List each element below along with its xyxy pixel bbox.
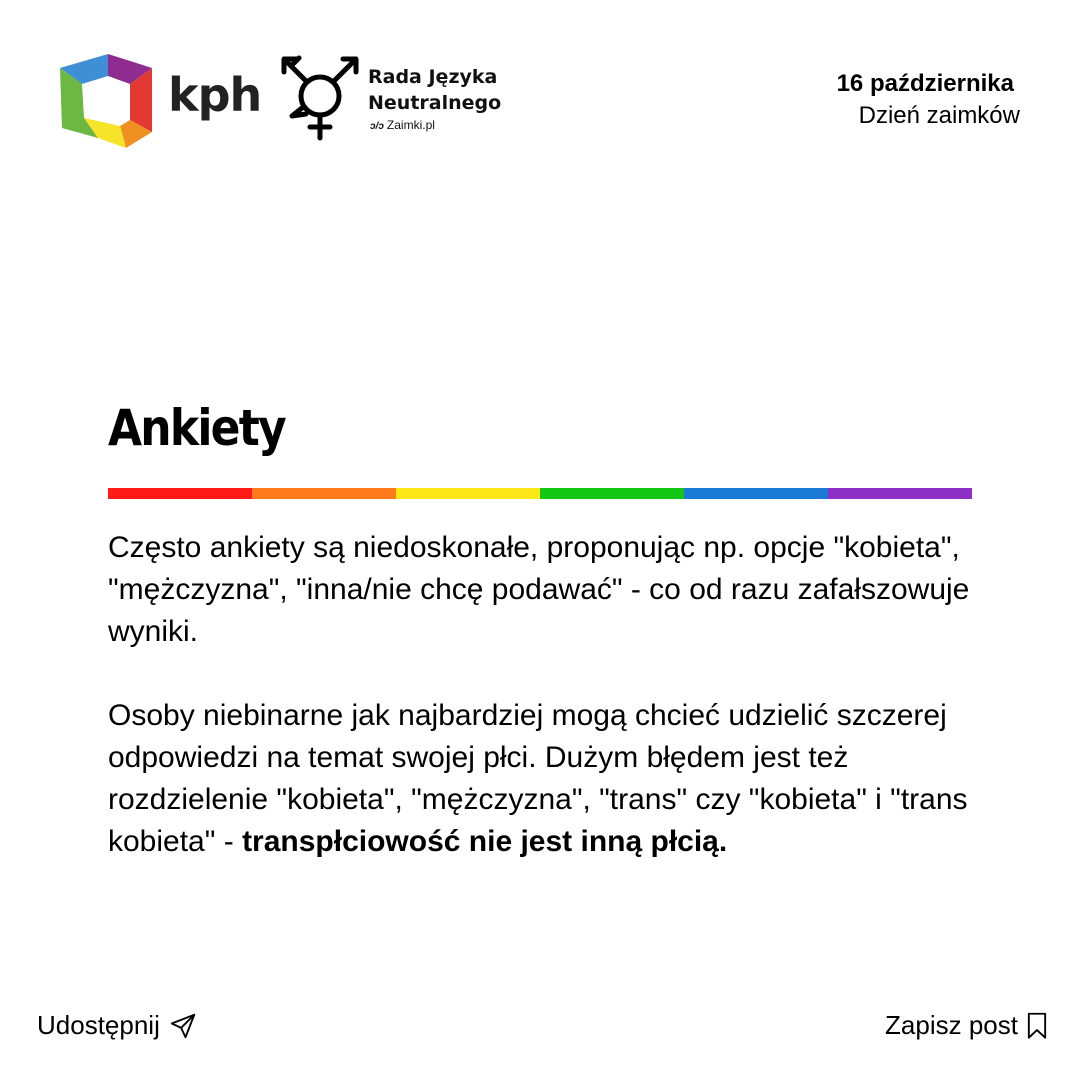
rainbow-segment (252, 488, 396, 499)
save-post-button[interactable] (885, 1010, 1048, 1041)
share-label: Udostępnij (37, 1010, 160, 1040)
rjn-subtitle-text: Zaimki.pl (386, 118, 435, 132)
rjn-logo (278, 52, 518, 148)
paragraph-2-emphasis: transpłciowość nie jest inną płcią. (242, 825, 728, 858)
kph-logo-text: kph (168, 68, 262, 122)
rainbow-segment (396, 488, 540, 499)
rainbow-divider (108, 488, 972, 499)
date-block (837, 68, 1020, 132)
footer (37, 1010, 1048, 1054)
send-icon (168, 1011, 198, 1041)
bookmark-icon (1026, 1012, 1048, 1040)
paragraph-1: Często ankiety są niedoskonałe, proponując np. opcje "kobieta", "mężczyzna", "inna/nie chcę podawać" - co od razu zafałszowuje wyniki. (108, 531, 970, 648)
kph-logo-icon (60, 54, 156, 150)
transgender-symbol-icon (278, 52, 362, 144)
main-content (108, 527, 978, 905)
date-label: 16 października (836, 70, 1014, 97)
event-label: Dzień zaimków (858, 102, 1020, 129)
rjn-subtitle (370, 118, 435, 132)
share-button[interactable] (37, 1010, 198, 1041)
zaimki-icon: ↄ/ɔ (370, 121, 384, 132)
rjn-title-line1: Rada Języka (368, 66, 498, 88)
page-title: Ankiety (108, 399, 285, 457)
kph-logo (60, 54, 260, 150)
rjn-title (368, 64, 501, 116)
rainbow-segment (828, 488, 972, 499)
paragraph-2 (108, 695, 978, 863)
paragraph-2-text: Osoby niebinarne jak najbardziej mogą chcieć udzielić szczerej odpowiedzi na temat swojej płci. Dużym błędem jest też rozdzielenie "kobieta", "mężczyzna", "trans" czy "kobieta" i "trans kobieta" - (108, 699, 968, 858)
rjn-title-line2: Neutralnego (368, 92, 502, 114)
header (60, 50, 1020, 150)
rainbow-segment (108, 488, 252, 499)
save-label: Zapisz post (885, 1010, 1018, 1040)
rainbow-segment (540, 488, 684, 499)
rainbow-segment (684, 488, 828, 499)
